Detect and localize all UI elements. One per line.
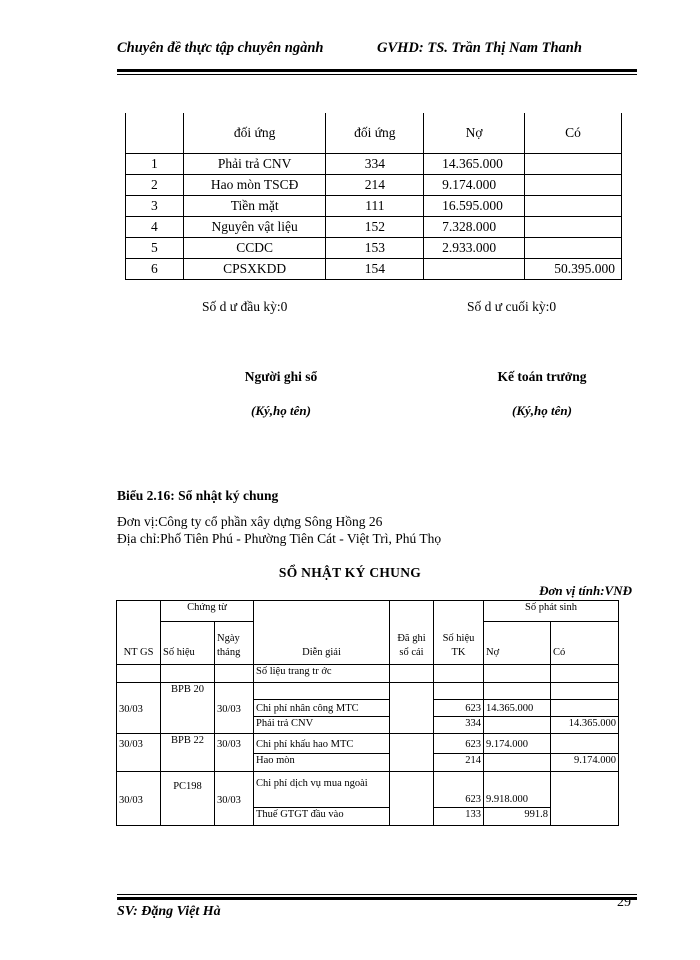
ledger-cell: 2.933.000	[424, 238, 525, 259]
ledger-cell: 14.365.000	[424, 154, 525, 175]
footer-rule	[117, 897, 637, 900]
ledger-cell	[525, 238, 622, 259]
journal-cell	[215, 808, 254, 826]
journal-debit: 9.174.000	[484, 734, 551, 754]
journal-cell	[215, 683, 254, 700]
journal-header-ntgs: NT GS	[117, 622, 161, 665]
journal-row	[117, 734, 619, 754]
journal-header-voucher: Chứng từ	[161, 601, 254, 622]
journal-cell	[390, 754, 434, 772]
journal-account: 214	[434, 754, 484, 772]
journal-row	[117, 754, 619, 772]
ledger-cell: 1	[126, 154, 184, 175]
journal-cell	[434, 601, 484, 622]
journal-cell	[117, 717, 161, 734]
journal-cell	[551, 665, 619, 683]
ledger-cell: 9.174.000	[424, 175, 525, 196]
journal-account: 334	[434, 717, 484, 734]
ledger-cell: 111	[326, 196, 424, 217]
footer-rule-thin	[117, 894, 637, 895]
ledger-row	[126, 217, 622, 238]
ledger-header-row	[126, 113, 622, 154]
journal-desc: Thuế GTGT đầu vào	[254, 808, 390, 826]
section-title: Biểu 2.16: Sổ nhật ký chung	[117, 488, 279, 503]
journal-account: 133	[434, 808, 484, 826]
journal-row	[117, 772, 619, 808]
ledger-cell	[525, 217, 622, 238]
journal-credit	[551, 734, 619, 754]
journal-cell	[390, 683, 434, 700]
ledger-cell: 5	[126, 238, 184, 259]
journal-header-code: Số hiệu	[161, 622, 215, 665]
journal-cell	[117, 601, 161, 622]
journal-cell	[215, 717, 254, 734]
ledger-header-cell	[126, 113, 184, 154]
header-topic: Chuyên đề thực tập chuyên ngành	[117, 40, 324, 56]
ledger-cell: 152	[326, 217, 424, 238]
signer-left-title: Người ghi sổ	[244, 369, 318, 384]
ledger-header-cell: Nợ	[424, 113, 525, 154]
journal-day: 30/03	[215, 700, 254, 717]
journal-account: 623	[434, 772, 484, 808]
journal-row	[117, 683, 619, 700]
ledger-header-cell: Có	[525, 113, 622, 154]
journal-cell	[161, 808, 215, 826]
ledger-cell: CPSXKDD	[183, 259, 326, 280]
journal-day: 30/03	[215, 772, 254, 808]
journal-cell	[551, 683, 619, 700]
journal-date: 30/03	[117, 772, 161, 808]
journal-cell	[484, 665, 551, 683]
signer-right-title: Kế toán trưởng	[497, 369, 587, 384]
signer-right-note: (Ký,họ tên)	[512, 403, 572, 418]
journal-debit	[484, 717, 551, 734]
address-line: Địa chỉ:Phố Tiên Phú - Phường Tiên Cát - Việt Trì, Phú Thọ	[117, 531, 442, 546]
journal-cell	[434, 683, 484, 700]
ledger-cell: Tiền mặt	[183, 196, 326, 217]
journal-table	[116, 600, 619, 826]
closing-balance: Số d ư cuối kỳ:0	[467, 299, 557, 314]
journal-date: 30/03	[117, 700, 161, 717]
ledger-table	[125, 113, 622, 280]
journal-debit	[484, 754, 551, 772]
header-rule-thin	[117, 74, 637, 75]
journal-header-posted: Đã ghi sổ cái	[390, 622, 434, 665]
journal-cell	[390, 808, 434, 826]
journal-cell	[117, 808, 161, 826]
signer-left-note: (Ký,họ tên)	[251, 403, 311, 418]
journal-row	[117, 808, 619, 826]
journal-row	[117, 700, 619, 717]
journal-credit: 9.174.000	[551, 754, 619, 772]
ledger-row	[126, 259, 622, 280]
header-advisor: GVHD: TS. Trần Thị Nam Thanh	[377, 40, 582, 56]
journal-cell	[254, 601, 390, 622]
journal-header-debit: Nợ	[484, 622, 551, 665]
header-rule	[117, 69, 637, 72]
page-number: 29	[617, 895, 631, 910]
ledger-cell: 2	[126, 175, 184, 196]
opening-balance: Số d ư đầu kỳ:0	[202, 299, 288, 314]
journal-voucher-code: BPB 22	[161, 734, 215, 754]
journal-cell	[484, 683, 551, 700]
journal-cell	[390, 665, 434, 683]
journal-voucher-code: PC198	[161, 772, 215, 808]
ledger-cell: 3	[126, 196, 184, 217]
journal-carry-row	[117, 665, 619, 683]
journal-desc: Phải trả CNV	[254, 717, 390, 734]
ledger-cell: 16.595.000	[424, 196, 525, 217]
journal-carry-label: Số liệu trang tr ớc	[254, 665, 390, 683]
journal-date: 30/03	[117, 734, 161, 754]
journal-cell	[390, 601, 434, 622]
journal-cell	[390, 717, 434, 734]
journal-credit	[551, 808, 619, 826]
journal-cell	[390, 772, 434, 808]
journal-cell	[161, 700, 215, 717]
journal-cell	[254, 683, 390, 700]
journal-header-credit: Có	[551, 622, 619, 665]
journal-cell	[161, 665, 215, 683]
ledger-cell	[525, 154, 622, 175]
journal-cell	[117, 683, 161, 700]
journal-cell	[117, 665, 161, 683]
journal-desc: Chi phí dịch vụ mua ngoài	[254, 772, 390, 808]
journal-header-arising: Số phát sinh	[484, 601, 619, 622]
journal-header-row	[117, 601, 619, 622]
journal-account: 623	[434, 734, 484, 754]
journal-account: 623	[434, 700, 484, 717]
ledger-cell: 334	[326, 154, 424, 175]
ledger-cell	[525, 175, 622, 196]
ledger-cell: 154	[326, 259, 424, 280]
journal-credit: 14.365.000	[551, 717, 619, 734]
journal-cell	[215, 665, 254, 683]
ledger-cell: Nguyên vật liệu	[183, 217, 326, 238]
ledger-cell	[424, 259, 525, 280]
journal-header-account: Số hiệu TK	[434, 622, 484, 665]
journal-desc: Chi phí khấu hao MTC	[254, 734, 390, 754]
ledger-cell: 153	[326, 238, 424, 259]
journal-day: 30/03	[215, 734, 254, 754]
ledger-cell: 4	[126, 217, 184, 238]
ledger-cell: 50.395.000	[525, 259, 622, 280]
journal-row	[117, 717, 619, 734]
ledger-cell: CCDC	[183, 238, 326, 259]
ledger-row	[126, 154, 622, 175]
journal-cell	[117, 754, 161, 772]
journal-desc: Hao mòn	[254, 754, 390, 772]
journal-cell	[161, 717, 215, 734]
journal-header-day: Ngày tháng	[215, 622, 254, 665]
ledger-header-cell: đối ứng	[326, 113, 424, 154]
ledger-row	[126, 238, 622, 259]
ledger-cell: 7.328.000	[424, 217, 525, 238]
company-line: Đơn vị:Công ty cổ phần xây dựng Sông Hồng 26	[117, 514, 383, 529]
journal-cell	[215, 754, 254, 772]
journal-debit: 9.918.000	[484, 772, 551, 808]
journal-debit: 14.365.000	[484, 700, 551, 717]
ledger-row	[126, 196, 622, 217]
journal-cell	[390, 734, 434, 754]
ledger-cell	[525, 196, 622, 217]
ledger-cell: Phải trả CNV	[183, 154, 326, 175]
journal-header-desc: Diễn giải	[254, 622, 390, 665]
footer-student: SV: Đặng Việt Hà	[117, 904, 221, 919]
ledger-cell: Hao mòn TSCĐ	[183, 175, 326, 196]
currency-unit: Đơn vị tính:VNĐ	[539, 583, 632, 598]
ledger-row	[126, 175, 622, 196]
ledger-cell: 6	[126, 259, 184, 280]
journal-cell	[161, 754, 215, 772]
page-header	[117, 40, 637, 62]
ledger-cell: 214	[326, 175, 424, 196]
journal-debit: 991.8	[484, 808, 551, 826]
journal-cell	[390, 700, 434, 717]
journal-credit	[551, 700, 619, 717]
journal-cell	[434, 665, 484, 683]
journal-desc: Chi phí nhân công MTC	[254, 700, 390, 717]
ledger-header-cell: đối ứng	[183, 113, 326, 154]
journal-header-row	[117, 622, 619, 665]
journal-credit	[551, 772, 619, 808]
book-title: SỔ NHẬT KÝ CHUNG	[278, 565, 422, 580]
journal-voucher-code: BPB 20	[161, 683, 215, 700]
